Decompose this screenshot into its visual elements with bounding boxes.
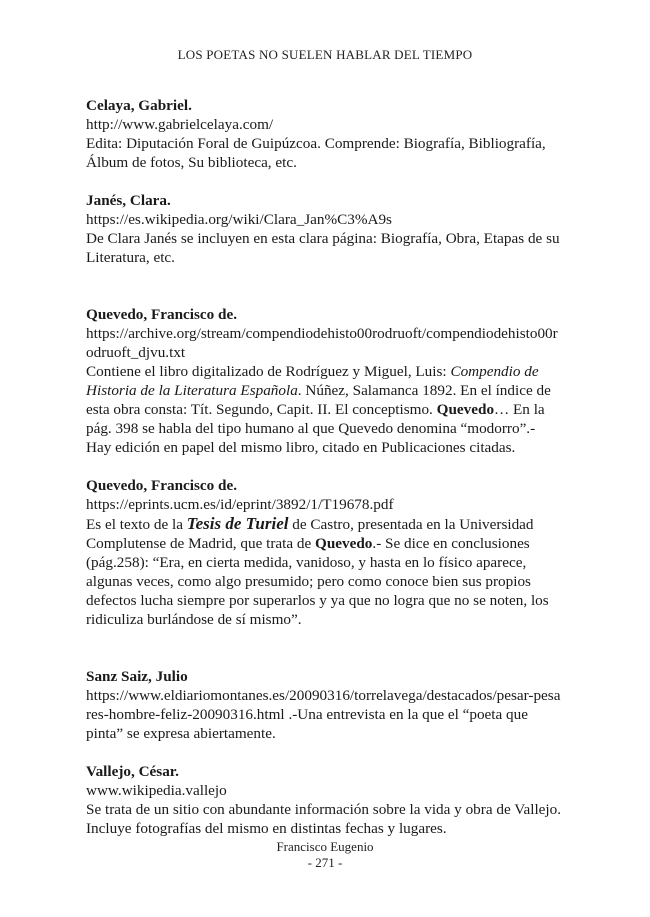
desc-emphasis: Quevedo <box>315 535 373 552</box>
entry-name: Quevedo, Francisco de. <box>86 306 238 323</box>
entry-url: https://eprints.ucm.es/id/eprint/3892/1/T19678.pdf <box>86 496 394 513</box>
desc-text: … En la pág. 398 se habla del tipo humano al que Quevedo denomina “modorro”.- Hay edición en papel del mismo libro, citado en Publicaciones citadas. <box>86 401 545 456</box>
entry-name: Quevedo, Francisco de. <box>86 477 238 494</box>
entry-name: Vallejo, César. <box>86 763 179 780</box>
desc-text: .- Se dice en conclusiones (pág.258): “Era, en cierta medida, vanidoso, y hasta en lo físico aparece, algunas veces, como algo presumido; pero como conoce bien sus propios defectos lucha siempre por superarlos y ya que no logra que no se noten, los ridiculiza burlándose de sí mismo”. <box>86 535 549 628</box>
footer-author: Francisco Eugenio <box>276 839 374 854</box>
entry-description: Edita: Diputación Foral de Guipúzcoa. Comprende: Biografía, Bibliografía, Álbum de fotos, Su biblioteca, etc. <box>86 135 546 171</box>
entry-name: Celaya, Gabriel. <box>86 97 192 114</box>
entry-url: https://www.eldiariomontanes.es/20090316/torrelavega/destacados/pesar-pesares-hombre-feliz-20090316.html <box>86 687 561 723</box>
entry-url: http://www.gabrielcelaya.com/ <box>86 116 274 133</box>
book-title: Compendio de Historia de la Literatura Española <box>86 363 539 399</box>
entry-url: www.wikipedia.vallejo <box>86 782 227 799</box>
entry-name: Sanz Saiz, Julio <box>86 668 188 685</box>
entry-description: De Clara Janés se incluyen en esta clara página: Biografía, Obra, Etapas de su Literatura, etc. <box>86 230 560 266</box>
entry-url: https://archive.org/stream/compendiodehisto00rodruoft/compendiodehisto00rodruoft_djvu.txt <box>86 325 558 361</box>
entry-description <box>86 686 564 743</box>
entry-celaya <box>86 96 564 172</box>
entry-name: Janés, Clara. <box>86 192 171 209</box>
desc-text: de Castro, presentada en la Universidad Complutense de Madrid, que trata de <box>86 516 534 552</box>
page-number: - 271 - <box>307 855 343 870</box>
running-header: LOS POETAS NO SUELEN HABLAR DEL TIEMPO <box>177 47 473 62</box>
entry-description <box>86 362 564 457</box>
entry-url: https://es.wikipedia.org/wiki/Clara_Jan%C3%A9s <box>86 211 392 228</box>
desc-text: .-Una entrevista en la que el “poeta que pinta” se expresa abiertamente. <box>86 706 528 742</box>
entry-quevedo-ucm <box>86 476 564 629</box>
entry-quevedo-archive <box>86 305 564 457</box>
desc-text: . Núñez, Salamanca 1892. En el índice de esta obra consta: Tít. Segundo, Capit. II. El conceptismo. <box>86 382 551 418</box>
desc-emphasis: Quevedo <box>436 401 495 418</box>
entry-description <box>86 514 564 629</box>
entry-janes <box>86 191 564 267</box>
entry-list <box>86 96 564 838</box>
desc-text: Es el texto de la <box>86 516 187 533</box>
thesis-title: Tesis de Turiel <box>186 514 289 533</box>
entry-vallejo <box>86 762 564 838</box>
page-footer <box>0 839 650 871</box>
entry-description: Se trata de un sitio con abundante información sobre la vida y obra de Vallejo. Incluye fotografías del mismo en distintas fechas y lugares. <box>86 801 562 837</box>
entry-sanz-saiz <box>86 667 564 743</box>
desc-text: Contiene el libro digitalizado de Rodríguez y Miguel, Luis: <box>86 363 451 380</box>
